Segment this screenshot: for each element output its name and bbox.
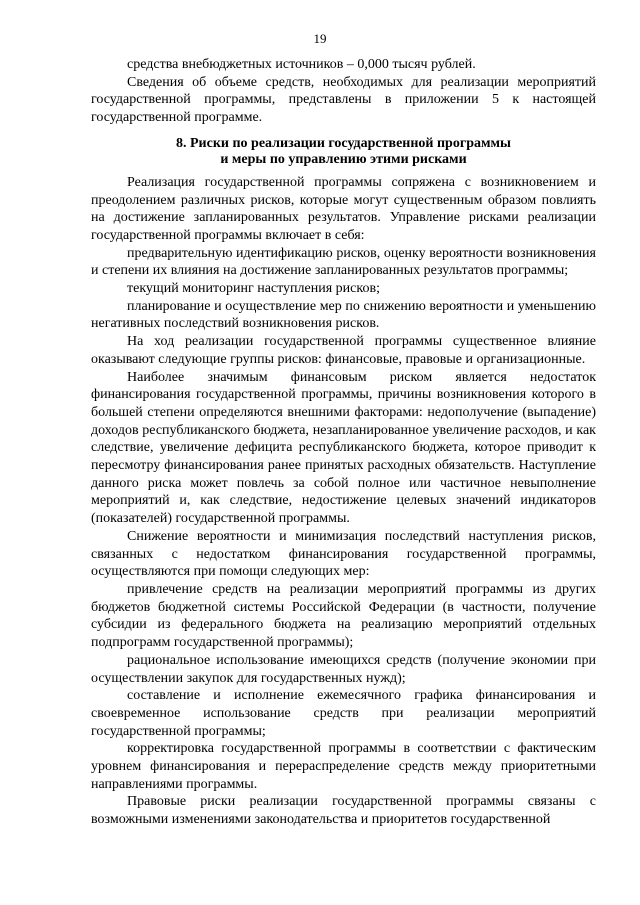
page-content (91, 56, 596, 829)
paragraph: Наиболее значимым финансовым риском является недостаток финансирования государственной программы, причины возникновения которого в большей степени определяются внешними факторами: недополучение (выпадение) доходов республиканского бюджета, незапланированное увеличение расходов, и как следствие, увеличение дефицита республиканского бюджета, которое приводит к пересмотру финансирования ранее принятых расходных обязательств. Наступление данного риска может повлечь за собой полное или частичное невыполнение мероприятий и, как следствие, недостижение целевых значений индикаторов (показателей) государственной программы. (91, 369, 596, 527)
list-item-paragraph: текущий мониторинг наступления рисков; (127, 281, 380, 297)
section-heading-line: 8. Риски по реализации государственной программы (176, 135, 511, 151)
list-item-paragraph: рациональное использование имеющихся средств (получение экономии при осуществлении закупок для государственных нужд); (91, 652, 596, 686)
page-number: 19 (313, 31, 327, 46)
section-heading-line: и меры по управлению этими рисками (220, 151, 467, 167)
paragraph: Сведения об объеме средств, необходимых для реализации мероприятий государственной программы, представлены в приложении 5 к настоящей государственной программе. (91, 74, 596, 126)
paragraph: Реализация государственной программы сопряжена с возникновением и преодолением различных рисков, которые могут существенным образом повлиять на достижение запланированных результатов. Управление рисками реализации государственной программы включает в себя: (91, 174, 596, 243)
list-item-paragraph: корректировка государственной программы в соответствии с фактическим уровнем финансирования и перераспределение средств между приоритетными направлениями программы. (91, 741, 596, 792)
list-item-paragraph: привлечение средств на реализации мероприятий программы из других бюджетов бюджетной системы Российской Федерации (в частности, получение субсидии из федерального бюджета на реализацию мероприятий отдельных подпрограмм государственной программы); (91, 581, 596, 651)
list-item-paragraph: планирование и осуществление мер по снижению вероятности и уменьшению негативных последствий возникновения рисков. (91, 298, 596, 332)
paragraph: Правовые риски реализации государственной программы связаны с возможными изменениями законодательства и приоритетов государственной (91, 794, 596, 828)
list-item-paragraph: составление и исполнение ежемесячного графика финансирования и своевременное использование средств при реализации мероприятий государственной программы; (91, 688, 596, 739)
list-item-paragraph: предварительную идентификацию рисков, оценку вероятности возникновения и степени их влияния на достижение запланированных результатов программы; (91, 245, 596, 279)
section-heading (91, 136, 596, 168)
paragraph: Снижение вероятности и минимизация последствий наступления рисков, связанных с недостатком финансирования государственной программы, осуществляются при помощи следующих мер: (91, 528, 596, 580)
paragraph: средства внебюджетных источников – 0,000 тысяч рублей. (127, 57, 476, 72)
paragraph: На ход реализации государственной программы существенное влияние оказывают следующие группы рисков: финансовые, правовые и организационные. (91, 334, 596, 367)
